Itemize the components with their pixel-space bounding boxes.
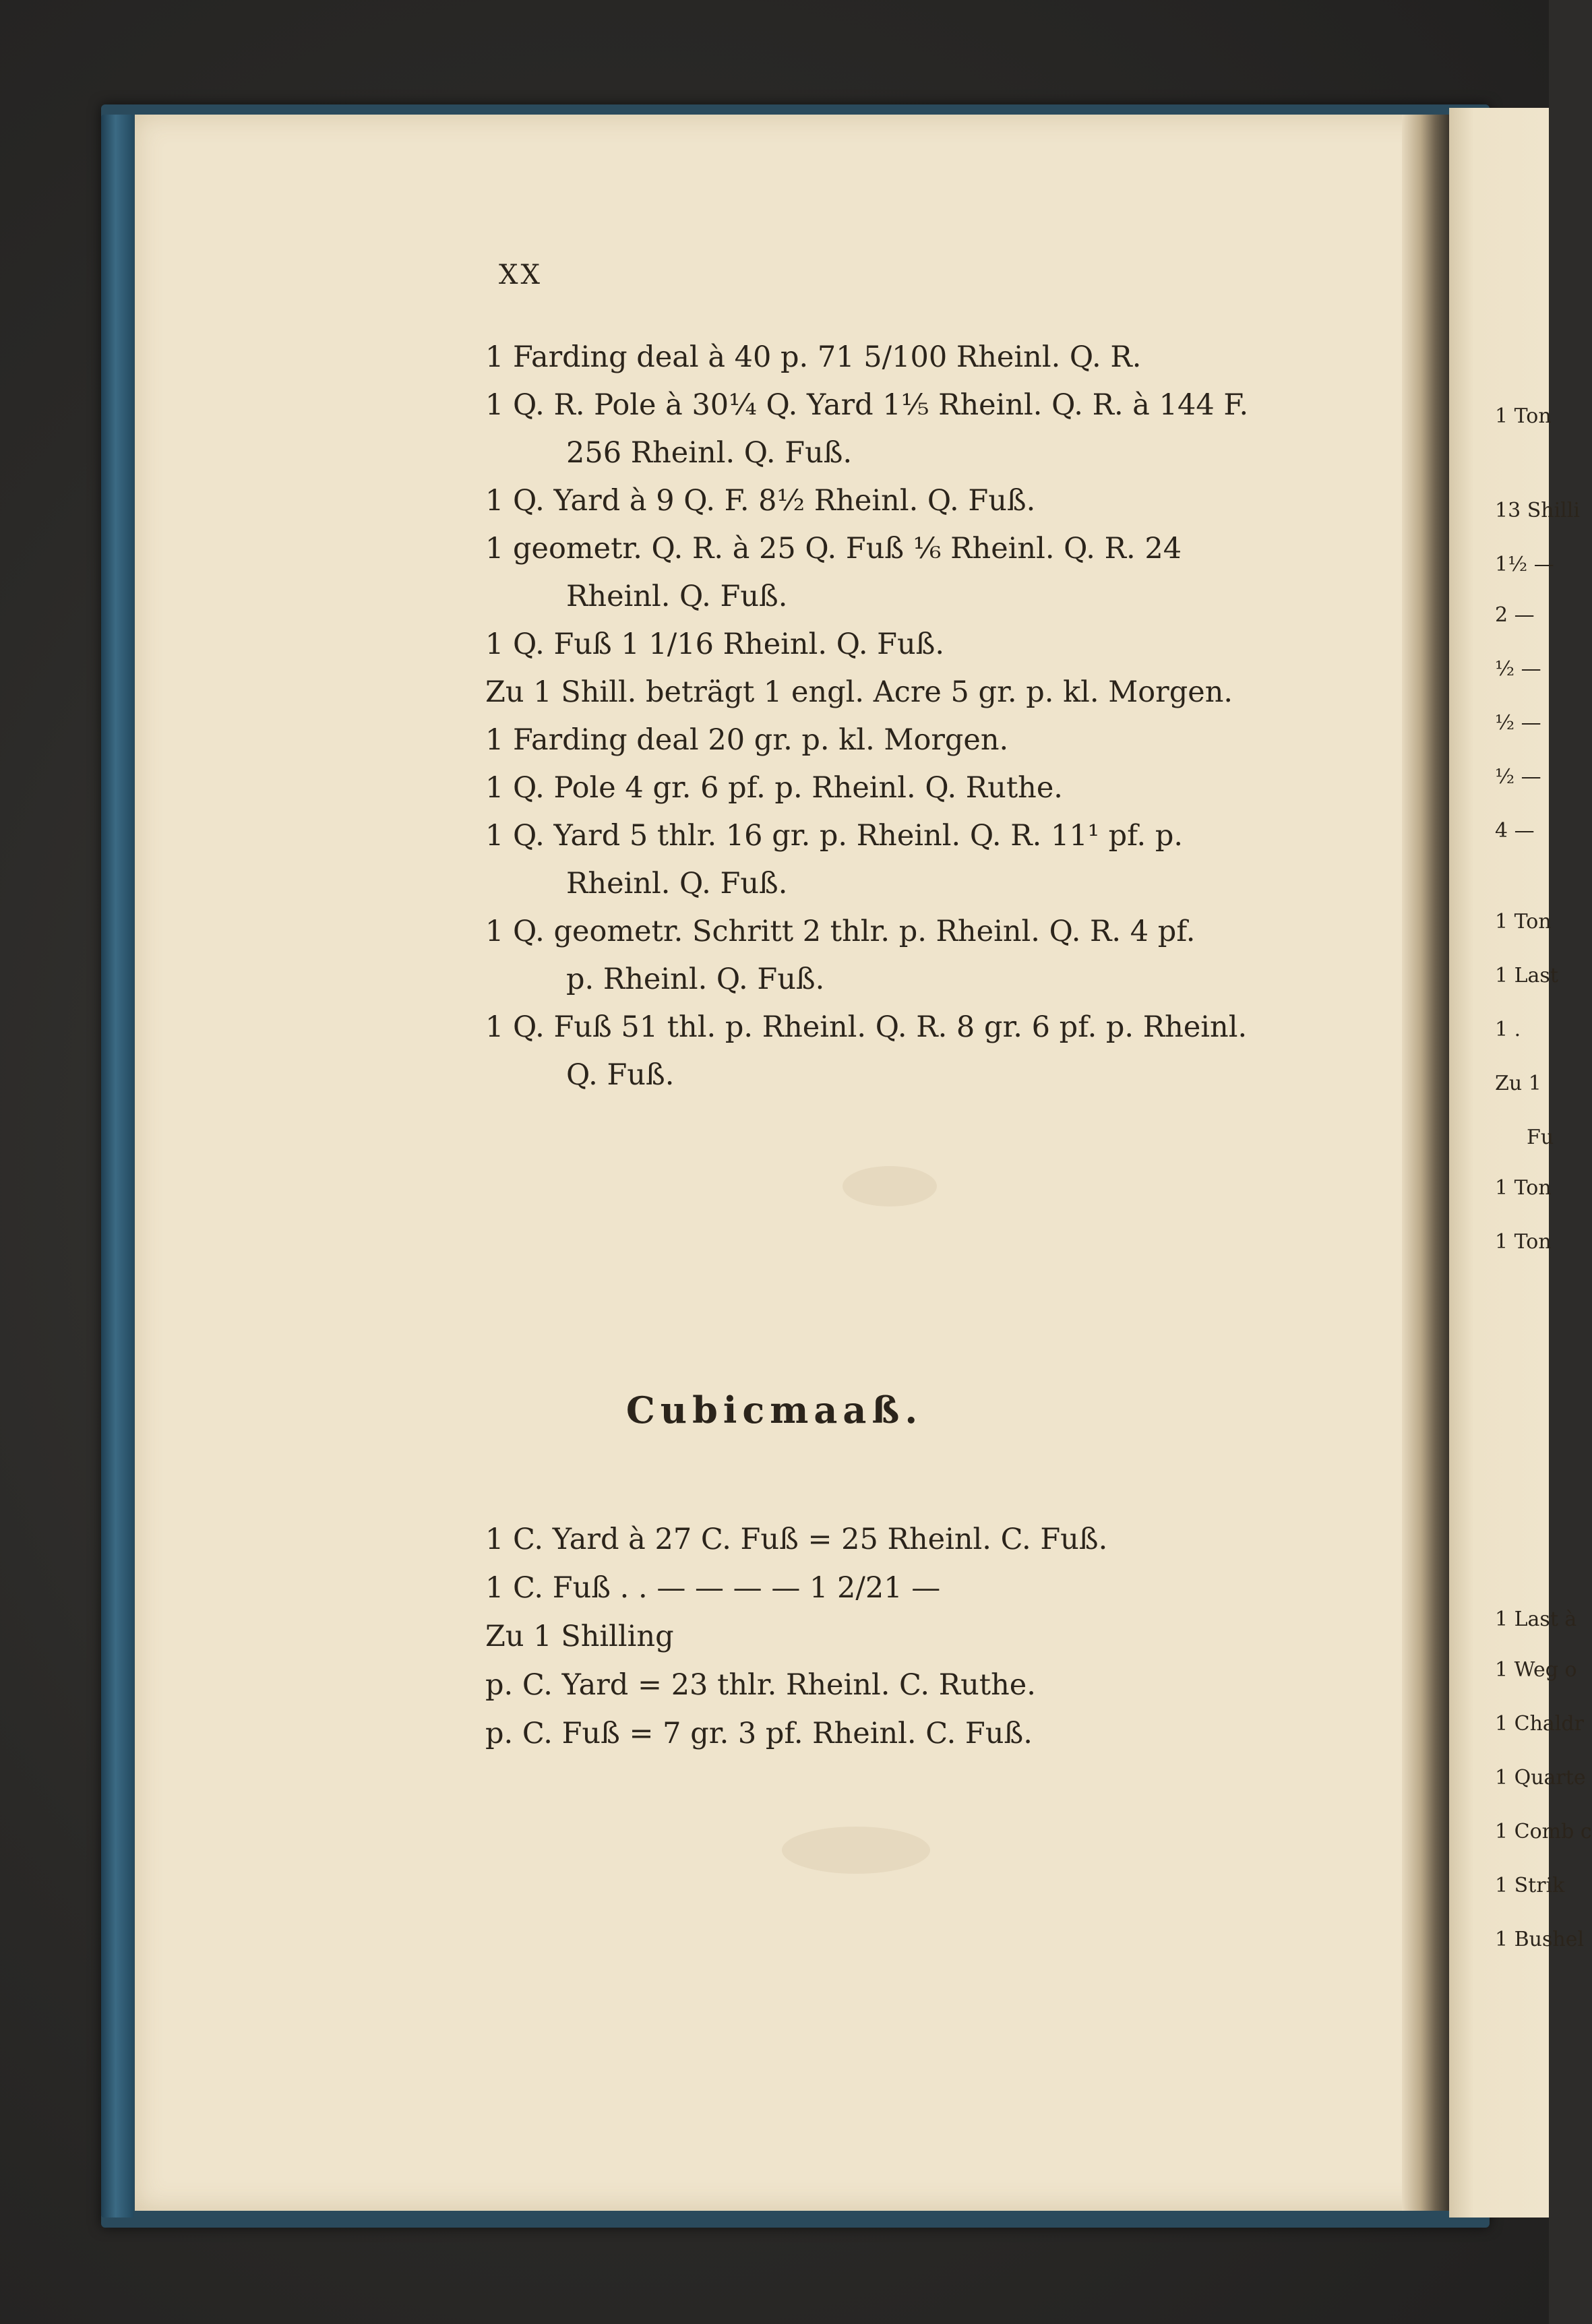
entry-line: 1 Q. Fuß 51 thl. p. Rheinl. Q. R. 8 gr. 6 pf. p. Rheinl. xyxy=(485,1010,1248,1044)
entry-line: 1 Q. Yard à 9 Q. F. 8½ Rheinl. Q. Fuß. xyxy=(485,484,1036,518)
facing-page-fragment: ½ — xyxy=(1495,657,1541,681)
entry-line: Rheinl. Q. Fuß. xyxy=(566,867,788,900)
facing-page-fragment: 1 Ton xyxy=(1495,910,1552,934)
facing-page-fragment: 1 Ton xyxy=(1495,1176,1552,1200)
entry-line: 1 Q. Fuß 1 1/16 Rheinl. Q. Fuß. xyxy=(485,628,945,661)
entry-line: 256 Rheinl. Q. Fuß. xyxy=(566,436,853,470)
entry-line: 1 Q. Pole 4 gr. 6 pf. p. Rheinl. Q. Ruthe. xyxy=(485,771,1063,805)
facing-page-fragment: 1 Quarte xyxy=(1495,1766,1586,1790)
paper-stain xyxy=(843,1166,937,1206)
entry-line: p. Rheinl. Q. Fuß. xyxy=(566,962,825,996)
facing-page-fragment: 1 Ton xyxy=(1495,404,1552,428)
entry-line: 1 Q. Yard 5 thlr. 16 gr. p. Rheinl. Q. R. 11¹ pf. p. xyxy=(485,819,1184,853)
facing-page-fragment: 1 Weg o xyxy=(1495,1658,1577,1682)
cubic-line: Zu 1 Shilling xyxy=(485,1620,674,1653)
facing-page-fragment: 13 Shilli xyxy=(1495,499,1580,522)
cubic-line: p. C. Yard = 23 thlr. Rheinl. C. Ruthe. xyxy=(485,1668,1036,1702)
entry-line: 1 Farding deal à 40 p. 71 5/100 Rheinl. Q. R. xyxy=(485,340,1142,374)
facing-page-fragment: Zu 1 xyxy=(1495,1072,1541,1095)
facing-page-fragment: 1 Ton xyxy=(1495,1230,1552,1254)
facing-page-fragment: Fu xyxy=(1527,1126,1554,1149)
facing-page-fragment: 2 — xyxy=(1495,603,1535,627)
page-number: XX xyxy=(499,259,543,290)
cubic-line: p. C. Fuß = 7 gr. 3 pf. Rheinl. C. Fuß. xyxy=(485,1717,1033,1750)
facing-page-fragment: 1½ — xyxy=(1495,553,1554,576)
facing-page-fragment: 1 Bushel xyxy=(1495,1928,1585,1951)
facing-page-fragment: 1 Strik xyxy=(1495,1874,1565,1897)
paper-stain xyxy=(782,1827,930,1874)
facing-page-fragment: 1 Comb c xyxy=(1495,1820,1592,1843)
cover-edge xyxy=(101,115,133,2218)
area-measure-entries xyxy=(485,334,1382,1099)
section-title: Cubicmaaß. xyxy=(625,1388,923,1432)
cubic-measure-entries xyxy=(485,1515,1382,1758)
entry-line: 1 Q. geometr. Schritt 2 thlr. p. Rheinl. Q. R. 4 pf. xyxy=(485,915,1196,948)
entry-line: Zu 1 Shill. beträgt 1 engl. Acre 5 gr. p. kl. Morgen. xyxy=(485,675,1233,709)
entry-line: 1 geometr. Q. R. à 25 Q. Fuß ⅙ Rheinl. Q. R. 24 xyxy=(485,532,1182,565)
facing-page-fragment: ½ — xyxy=(1495,711,1541,735)
facing-page-fragment: 1 Chaldr xyxy=(1495,1712,1584,1736)
entry-line: 1 Farding deal 20 gr. p. kl. Morgen. xyxy=(485,723,1009,757)
facing-page-fragment: 1 . xyxy=(1495,1018,1521,1041)
entry-line: Q. Fuß. xyxy=(566,1058,675,1092)
entry-line: Rheinl. Q. Fuß. xyxy=(566,580,788,613)
entry-line: 1 Q. R. Pole à 30¼ Q. Yard 1⅕ Rheinl. Q. R. à 144 F. xyxy=(485,388,1249,422)
facing-page-fragment: 4 — xyxy=(1495,819,1535,843)
book-gutter xyxy=(1402,115,1449,2211)
cubic-line: 1 C. Fuß . . — — — — 1 2/21 — xyxy=(485,1571,941,1605)
cubic-line: 1 C. Yard à 27 C. Fuß = 25 Rheinl. C. Fuß. xyxy=(485,1523,1108,1556)
facing-page-fragment: ½ — xyxy=(1495,765,1541,789)
facing-page-fragment: 1 Last à xyxy=(1495,1608,1577,1631)
facing-page-fragment: 1 Last xyxy=(1495,964,1558,987)
